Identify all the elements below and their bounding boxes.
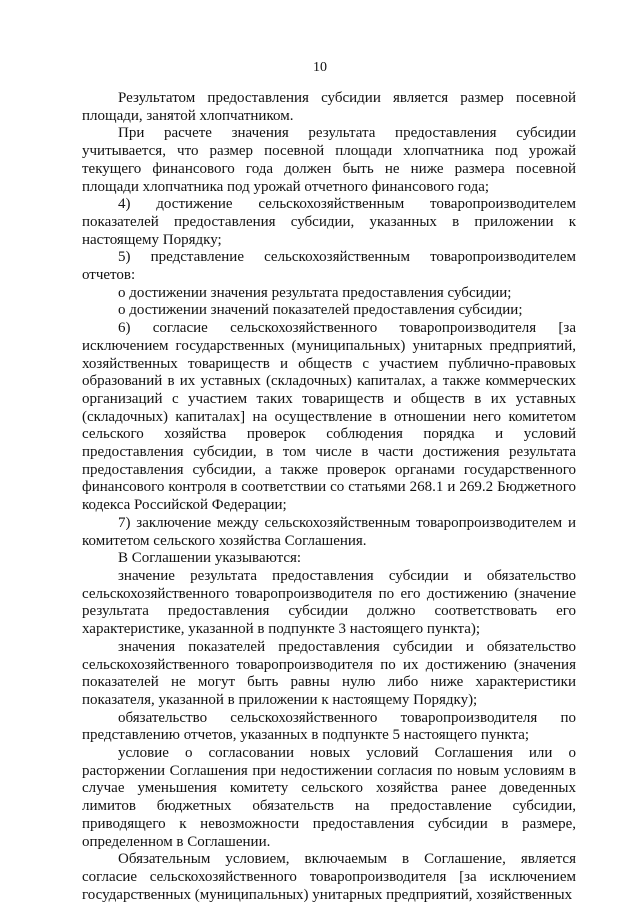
paragraph-item-5: 5) представление сельскохозяйственным товаропроизводителем отчетов: [82,249,576,284]
paragraph-agreement-reports: обязательство сельскохозяйственного товаропроизводителя по представлению отчетов, указанных в подпункте 5 настоящего пункта; [82,709,576,744]
paragraph-calculation: При расчете значения результата предоставления субсидии учитывается, что размер посевной площади хлопчатника под урожай текущего финансового года должен быть не ниже размера посевной площади хлопчатника под урожай отчетного финансового года; [82,125,576,195]
paragraph-item-4: 4) достижение сельскохозяйственным товаропроизводителем показателей предоставления субсидии, указанных в приложении к настоящему Порядку; [82,196,576,248]
paragraph-agreement-conditions: условие о согласовании новых условий Соглашения или о расторжении Соглашения при недостижении согласия по новым условиям в случае уменьшения комитету сельского хозяйства ранее доведенных лимитов бюджетных обязательств на предоставление субсидии, приводящего к невозможности предоставления субсидии в размере, определенном в Соглашении. [82,745,576,850]
paragraph-report-indicators: о достижении значений показателей предоставления субсидии; [118,302,523,319]
paragraph-item-6: 6) согласие сельскохозяйственного товаропроизводителя [за исключением государственных (муниципальных) унитарных предприятий, хозяйственных товариществ и обществ с участием публично-правовых образований в их уставных (складочных) капиталах, а также коммерческих организаций с участием таких товариществ и обществ в их уставных (складочных) капиталах] на осуществление в отношении него комитетом сельского хозяйства проверок соблюдения порядка и условий предоставления субсидии, в том числе в части достижения результата предоставления субсидии, а также проверок органами государственного финансового контроля в соответствии со статьями 268.1 и 269.2 Бюджетного кодекса Российской Федерации; [82,320,576,514]
paragraph-result: Результатом предоставления субсидии является размер посевной площади, занятой хлопчатником. [82,90,576,124]
paragraph-agreement-intro: В Соглашении указываются: [118,550,302,567]
document-body [82,90,576,904]
page-number: 10 [313,60,327,75]
paragraph-item-7: 7) заключение между сельскохозяйственным товаропроизводителем и комитетом сельского хозяйства Соглашения. [82,514,576,549]
paragraph-mandatory-condition: Обязательным условием, включаемым в Соглашение, является согласие сельскохозяйственного товаропроизводителя [за исключением государственных (муниципальных) унитарных предприятий, хозяйственных [82,851,576,903]
paragraph-agreement-indicators: значения показателей предоставления субсидии и обязательство сельскохозяйственного товаропроизводителя по их достижению (значения показателей не могут быть равны нулю либо ниже характеристики показателя, указанной в приложении к настоящему Порядку); [82,638,576,708]
paragraph-report-result: о достижении значения результата предоставления субсидии; [118,284,512,301]
paragraph-agreement-result: значение результата предоставления субсидии и обязательство сельскохозяйственного товаропроизводителя по его достижению (значение результата предоставления субсидии должно соответствовать его характеристике, указанной в подпункте 3 настоящего пункта); [82,567,576,638]
